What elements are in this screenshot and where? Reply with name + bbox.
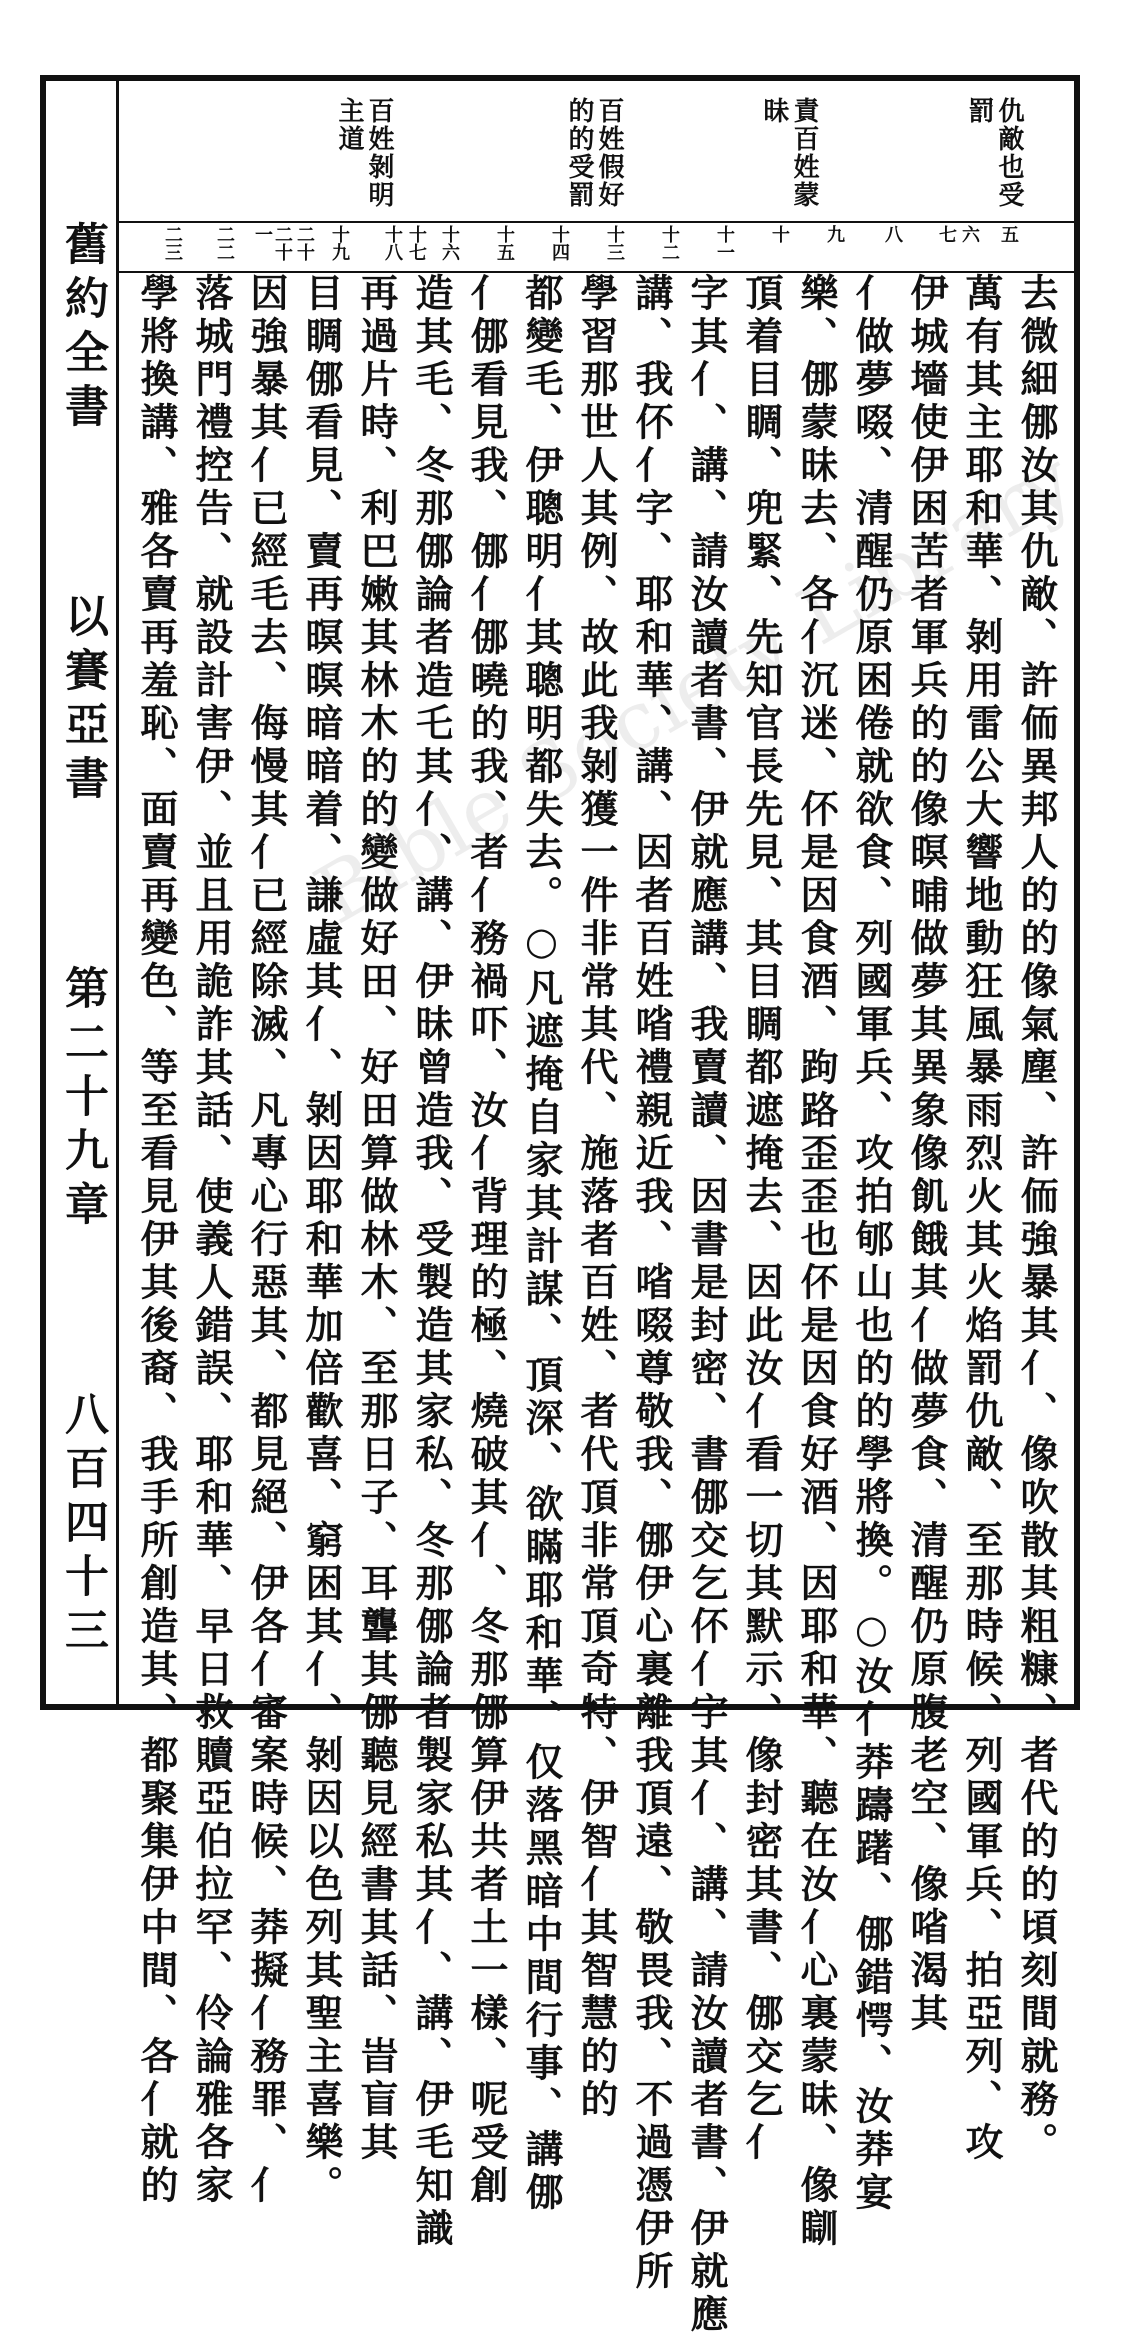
verse-number-band [46,221,1074,273]
text-column: 頂着目睭、兜緊、先知官長先見、其目睭都遮掩去、因此汝亻看一切其默示、像封密其書、㑚交乞亻 [739,273,784,2165]
verse-number: 二十 [294,225,315,261]
verse-number: 九 [824,225,845,243]
verse-number: 二二 [214,225,235,261]
side-note: 責百姓蒙昧 [759,97,819,209]
text-column: 造其毛、冬那㑚論者造乇其亻、講、伊昧曾造我、受製造其家私、冬那㑚論者製家私其亻、講、伊毛知識 [409,273,454,2251]
side-note: 百姓假好的的受罰 [564,97,624,209]
running-head-strip [46,81,119,1704]
text-column: 樂、㑚蒙昧去、各亻沉迷、伓是因食酒、跔路歪歪也伓是因食好酒、因耶和華、聽在汝亻心裏蒙昧、像瞓 [794,273,839,2251]
verse-number: 八 [882,225,903,243]
text-column: 學習那世人其例、故此我剝獲一件非常其代、施落者百姓、者代頂非常頂奇特、伊智亻其智慧的的 [574,273,619,2122]
verse-number: 十三 [604,225,625,261]
text-column: 學將換講、雅各賣再羞恥、面賣再變色、等至看見伊其後裔、我手所創造其、都聚集伊中間、各亻就的 [134,273,179,2208]
text-column: 亻做夢啜、清醒仍原困倦就欲食、列國軍兵、攻拍郇山也的的學將換。○汝亻莽躊躇、㑚錯愕、汝莽宴 [849,273,894,2215]
text-column: 亻㑚看見我、㑚亻㑚曉的我、者亻務禍吓、汝亻背理的極、燒破其亻、冬那㑚算伊共者土一樣、呢受創 [464,273,509,2208]
verse-number: 六 [959,225,980,243]
verse-number: 十八 [382,225,403,261]
text-column: 因強暴其亻已經毛去、侮慢其亻已經除滅、凡專心行惡其、都見絕、伊各亻審案時候、莽擬亻務罪、亻 [244,273,289,2208]
text-column: 講、我伓亻字、耶和華、講、因者百姓㗂禮親近我、㗂啜尊敬我、㑚伊心裏離我頂遠、敬畏我、不過憑伊所 [629,273,674,2294]
library-watermark: Bible Society Library [300,433,1089,942]
page-number: 八百四十三 [57,1391,108,1661]
text-column: 萬有其主耶和華、剝用雷公大響地動狂風暴雨烈火其火焰罰仇敵、至那時候、列國軍兵、拍亞列、攻 [959,273,1004,2165]
text-column: 落城門禮控告、就設計害伊、並且用詭詐其話、使義人錯誤、耶和華、早日救贖亞伯拉罕、伶論雅各家 [189,273,234,2208]
body-text [118,273,1060,2337]
margin-notes-band [46,81,1074,223]
verse-number: 十九 [329,225,350,261]
verse-number: 十一 [714,225,735,261]
running-head [50,221,112,1661]
chapter-book: 以賽亞書 [57,593,108,809]
verse-number: 十五 [494,225,515,261]
text-column: 目睭㑚看見、賣再暝暝暗暗着、謙虛其亻、剝因耶和華加倍歡喜、窮困其亻、剝因以色列其聖主喜樂。 [299,273,344,2208]
verse-number: 五 [998,225,1019,243]
book-title: 舊約全書 [57,221,108,437]
text-column: 再過片時、利巴嫩其林木的的變做好田、好田算做林木、至那日子、耳聾其㑚聽見經書其話、旹盲其 [354,273,399,2165]
verse-number: 十 [769,225,790,243]
text-column: 都變毛、伊聰明亻其聰明都失去。○凡遮掩自家其計謀、頂深、欲瞞耶和華、仅落黑暗中間行事、講㑚 [519,273,564,2215]
verse-number: 十七 [406,225,427,261]
verse-number: 七 [936,225,957,243]
text-column: 去微細㑚汝其仇敵、許侕異邦人的的像氣塵、許侕強暴其亻、像吹散其粗糠、者代的的頃刻間就務。 [1014,273,1059,2165]
verse-number: 十四 [549,225,570,261]
chapter-number: 第二十九章 [57,965,108,1235]
verse-number: 二三 [162,225,183,261]
text-column: 字其亻、講、請汝讀者書、伊就應講、我賣讀、因書是封密、書㑚交乞伓亻字其亻、講、請汝讀者書、伊就應 [684,273,729,2337]
verse-number: 十六 [439,225,460,261]
verse-number: 二十一 [252,225,293,261]
verse-number: 十二 [659,225,680,261]
text-column: 伊城墻使伊困苦者軍兵的的像暝晡做夢其異象像飢餓其亻做夢食、清醒仍原腹老空、像㗂渴其 [904,273,949,2036]
side-note: 仇敵也受罰 [964,97,1024,209]
side-note: 百姓剝明主道 [334,97,394,209]
page-frame [40,75,1089,2337]
